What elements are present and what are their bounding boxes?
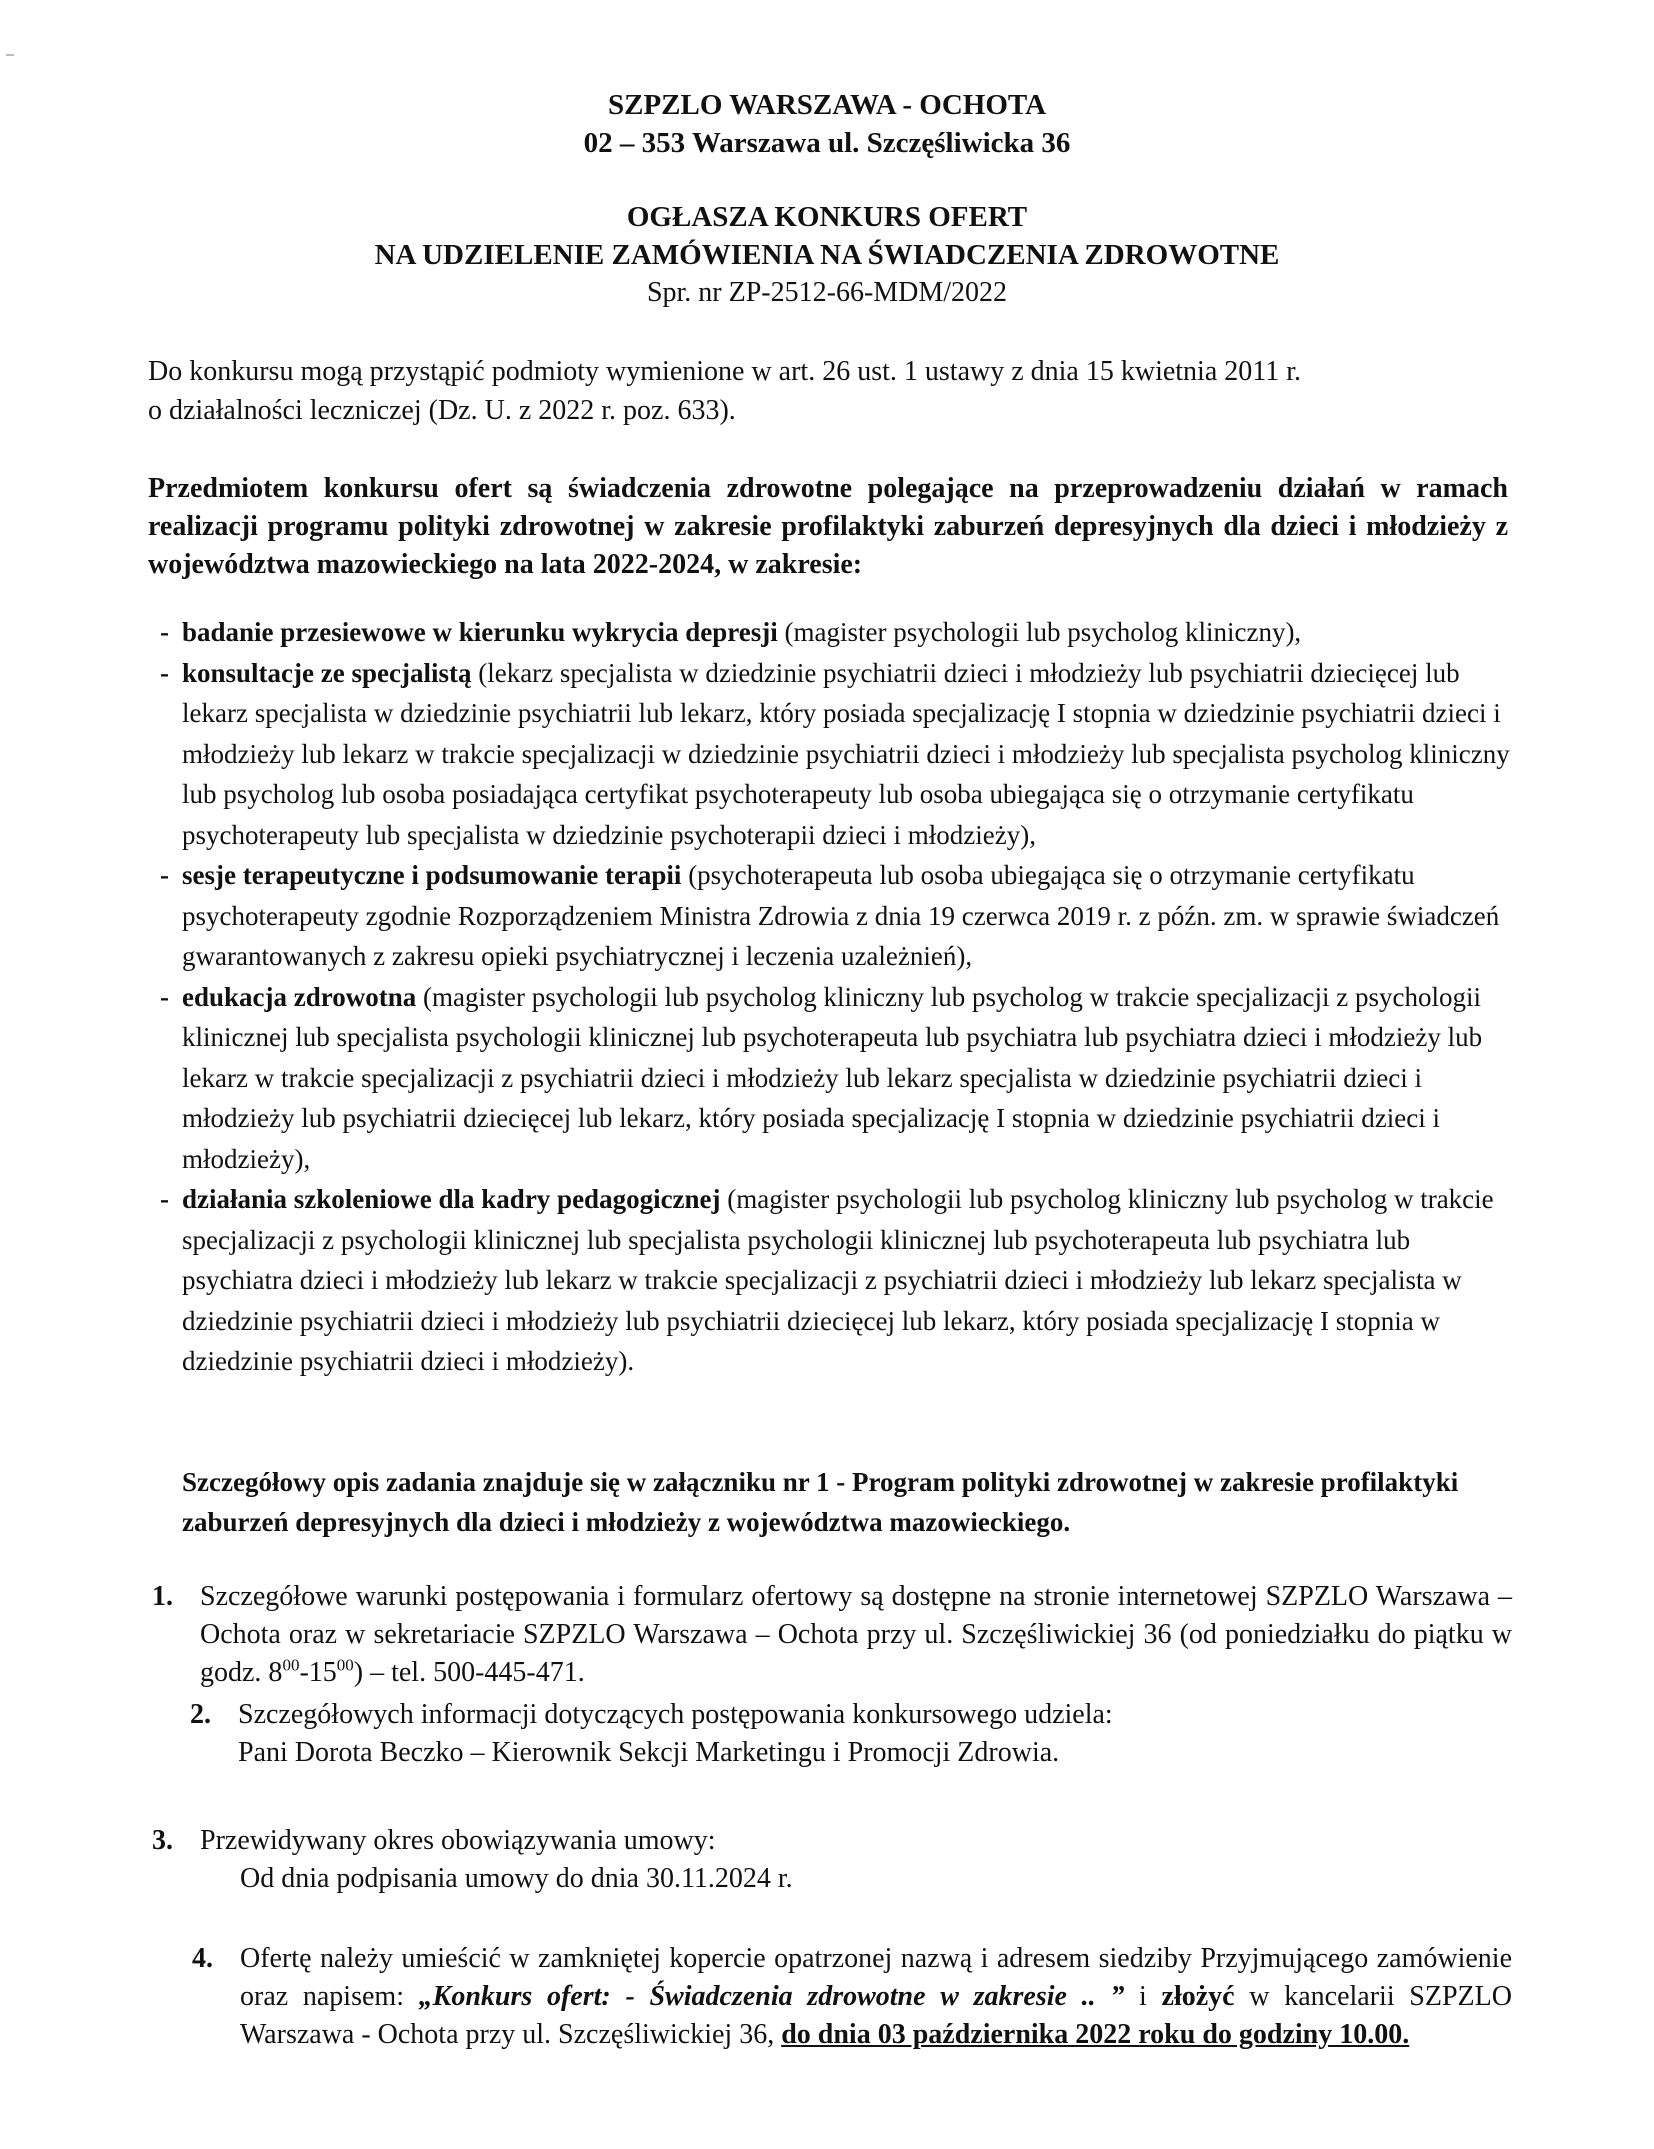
- point-4-text-and: i: [1124, 1981, 1162, 2012]
- envelope-label: „Konkurs ofert: - Świadczenia zdrowotne w zakresie .. ”: [418, 1981, 1125, 2012]
- list-item: [160, 612, 1520, 653]
- point-1-text: Szczegółowe warunki postępowania i formularz ofertowy są dostępne na stronie internetowej SZPZLO Warszawa – Ochota oraz w sekretariacie SZPZLO Warszawa – Ochota przy ul. Szczęśliwickiej 36 (od poniedziałku do piątku w godz. 8: [200, 1581, 1512, 1688]
- document-header: [0, 86, 1654, 162]
- point-3: [152, 1822, 1512, 1898]
- intro-line-2: o działalności leczniczej (Dz. U. z 2022 r. poz. 633).: [148, 395, 736, 426]
- phone-text: ) – tel. 500-445-471.: [353, 1657, 585, 1688]
- submission-deadline: do dnia 03 października 2022 roku do godziny 10.00.: [781, 2019, 1410, 2050]
- item-lead: konsultacje ze specjalistą: [182, 657, 472, 688]
- point-2: [190, 1696, 1512, 1772]
- hours-superscript-start: 00: [282, 1655, 300, 1675]
- announcement-title: [0, 198, 1654, 312]
- list-item: [160, 653, 1520, 856]
- point-3-line-1: Przewidywany okres obowiązywania umowy:: [200, 1825, 716, 1856]
- point-number: 1.: [152, 1581, 173, 1612]
- scan-edge-mark: [6, 54, 14, 56]
- list-dash: -: [160, 860, 169, 890]
- item-lead: badanie przesiewowe w kierunku wykrycia depresji: [182, 617, 778, 647]
- item-text: (psychoterapeuta lub osoba ubiegająca się o otrzymanie certyfikatu psychoterapeuty zgodnie Rozporządzeniem Ministra Zdrowia z dnia 19 czerwca 2019 r. z późn. zm. w sprawie świadczeń gwarantowanych z zakresu opieki psychiatrycznej i leczenia uzależnień),: [182, 860, 1500, 971]
- item-lead: działania szkoleniowe dla kadry pedagogicznej: [182, 1184, 721, 1214]
- point-4-text: Ofertę należy umieścić w zamkniętej kopercie opatrzonej nazwą i adresem siedziby Przyjmującego zamówienie oraz napisem:: [240, 1943, 1512, 2012]
- list-item: [160, 977, 1520, 1180]
- organization-name: SZPZLO WARSZAWA - OCHOTA: [607, 89, 1047, 121]
- task-description-note: Szczegółowy opis zadania znajduje się w załączniku nr 1 - Program polityki zdrowotnej w zakresie profilaktyki zaburzeń depresyjnych dla dzieci i młodzieży z województwa mazowieckiego.: [182, 1467, 1459, 1537]
- list-dash: -: [160, 657, 169, 688]
- intro-line-1: Do konkursu mogą przystąpić podmioty wymienione w art. 26 ust. 1 ustawy z dnia 15 kwietnia 2011 r.: [148, 356, 1302, 387]
- subject-paragraph: Przedmiotem konkursu ofert są świadczenia zdrowotne polegające na przeprowadzeniu działań w ramach realizacji programu polityki zdrowotnej w zakresie profilaktyki zaburzeń depresyjnych dla dzieci i młodzieży z województwa mazowieckiego na lata 2022-2024, w zakresie:: [148, 473, 1508, 580]
- contact-person: Pani Dorota Beczko – Kierownik Sekcji Marketingu i Promocji Zdrowia.: [238, 1737, 1060, 1768]
- point-number: 4.: [192, 1943, 213, 1974]
- contract-period: Od dnia podpisania umowy do dnia 30.11.2024 r.: [240, 1863, 793, 1894]
- point-2-line-1: Szczegółowych informacji dotyczących postępowania konkursowego udziela:: [238, 1699, 1113, 1730]
- case-reference: Spr. nr ZP-2512-66-MDM/2022: [646, 277, 1008, 308]
- list-dash: -: [160, 981, 169, 1012]
- list-dash: -: [160, 617, 169, 647]
- point-number: 2.: [190, 1699, 211, 1730]
- title-line-1: OGŁASZA KONKURS OFERT: [626, 201, 1028, 233]
- list-item: [160, 855, 1520, 977]
- eligibility-paragraph: [148, 352, 1508, 430]
- item-lead: sesje terapeutyczne i podsumowanie terapii: [182, 860, 682, 890]
- list-dash: -: [160, 1184, 169, 1214]
- point-number: 3.: [152, 1825, 173, 1856]
- services-list: [160, 612, 1520, 1382]
- list-item: [160, 1179, 1520, 1382]
- item-text: (magister psychologii lub psycholog kliniczny lub psycholog w trakcie specjalizacji z psychologii klinicznej lub specjalista psychologii klinicznej lub psychoterapeuta lub psychiatra lub psychiatra dzieci i młodzieży lub lekarz w trakcie specjalizacji z psychiatrii dzieci i młodzieży lub lekarz specjalista w dziedzinie psychiatrii dzieci i młodzieży lub psychiatrii dziecięcej lub lekarz, który posiada specjalizację I stopnia w dziedzinie psychiatrii dzieci i młodzieży),: [182, 981, 1483, 1174]
- submit-verb: złożyć: [1161, 1981, 1235, 2012]
- organization-address: 02 – 353 Warszawa ul. Szczęśliwicka 36: [583, 127, 1071, 159]
- item-lead: edukacja zdrowotna: [182, 981, 417, 1012]
- submission-place: w kancelarii SZPZLO Warszawa - Ochota przy ul. Szczęśliwickiej 36,: [240, 1981, 1512, 2050]
- title-line-2: NA UDZIELENIE ZAMÓWIENIA NA ŚWIADCZENIA ZDROWOTNE: [374, 239, 1280, 271]
- item-text: (magister psychologii lub psycholog kliniczny lub psycholog w trakcie specjalizacji z psychologii klinicznej lub specjalista psychologii klinicznej lub psychoterapeuta lub psychiatra lub psychiatra dzieci i młodzieży lub lekarz w trakcie specjalizacji z psychiatrii dzieci i młodzieży lub lekarz specjalista w dziedzinie psychiatrii dzieci i młodzieży lub psychiatrii dziecięcej lub lekarz, który posiada specjalizację I stopnia w dziedzinie psychiatrii dzieci i młodzieży).: [182, 1184, 1494, 1376]
- point-1: [152, 1578, 1512, 1692]
- hours-end: -15: [299, 1657, 337, 1688]
- item-text: (magister psychologii lub psycholog kliniczny),: [777, 617, 1302, 647]
- item-text: (lekarz specjalista w dziedzinie psychiatrii dzieci i młodzieży lub psychiatrii dziecięcej lub lekarz specjalista w dziedzinie psychiatrii lub lekarz, który posiada specjalizację I stopnia w dziedzinie psychiatrii dzieci i młodzieży lub lekarz w trakcie specjalizacji w dziedzinie psychiatrii dzieci i młodzieży lub specjalista psycholog kliniczny lub psycholog lub osoba posiadająca certyfikat psychoterapeuty lub osoba ubiegająca się o otrzymanie certyfikatu psychoterapeuty lub specjalista w dziedzinie psychoterapii dzieci i młodzieży),: [182, 657, 1510, 850]
- point-4: [192, 1940, 1512, 2054]
- hours-superscript-end: 00: [336, 1655, 354, 1675]
